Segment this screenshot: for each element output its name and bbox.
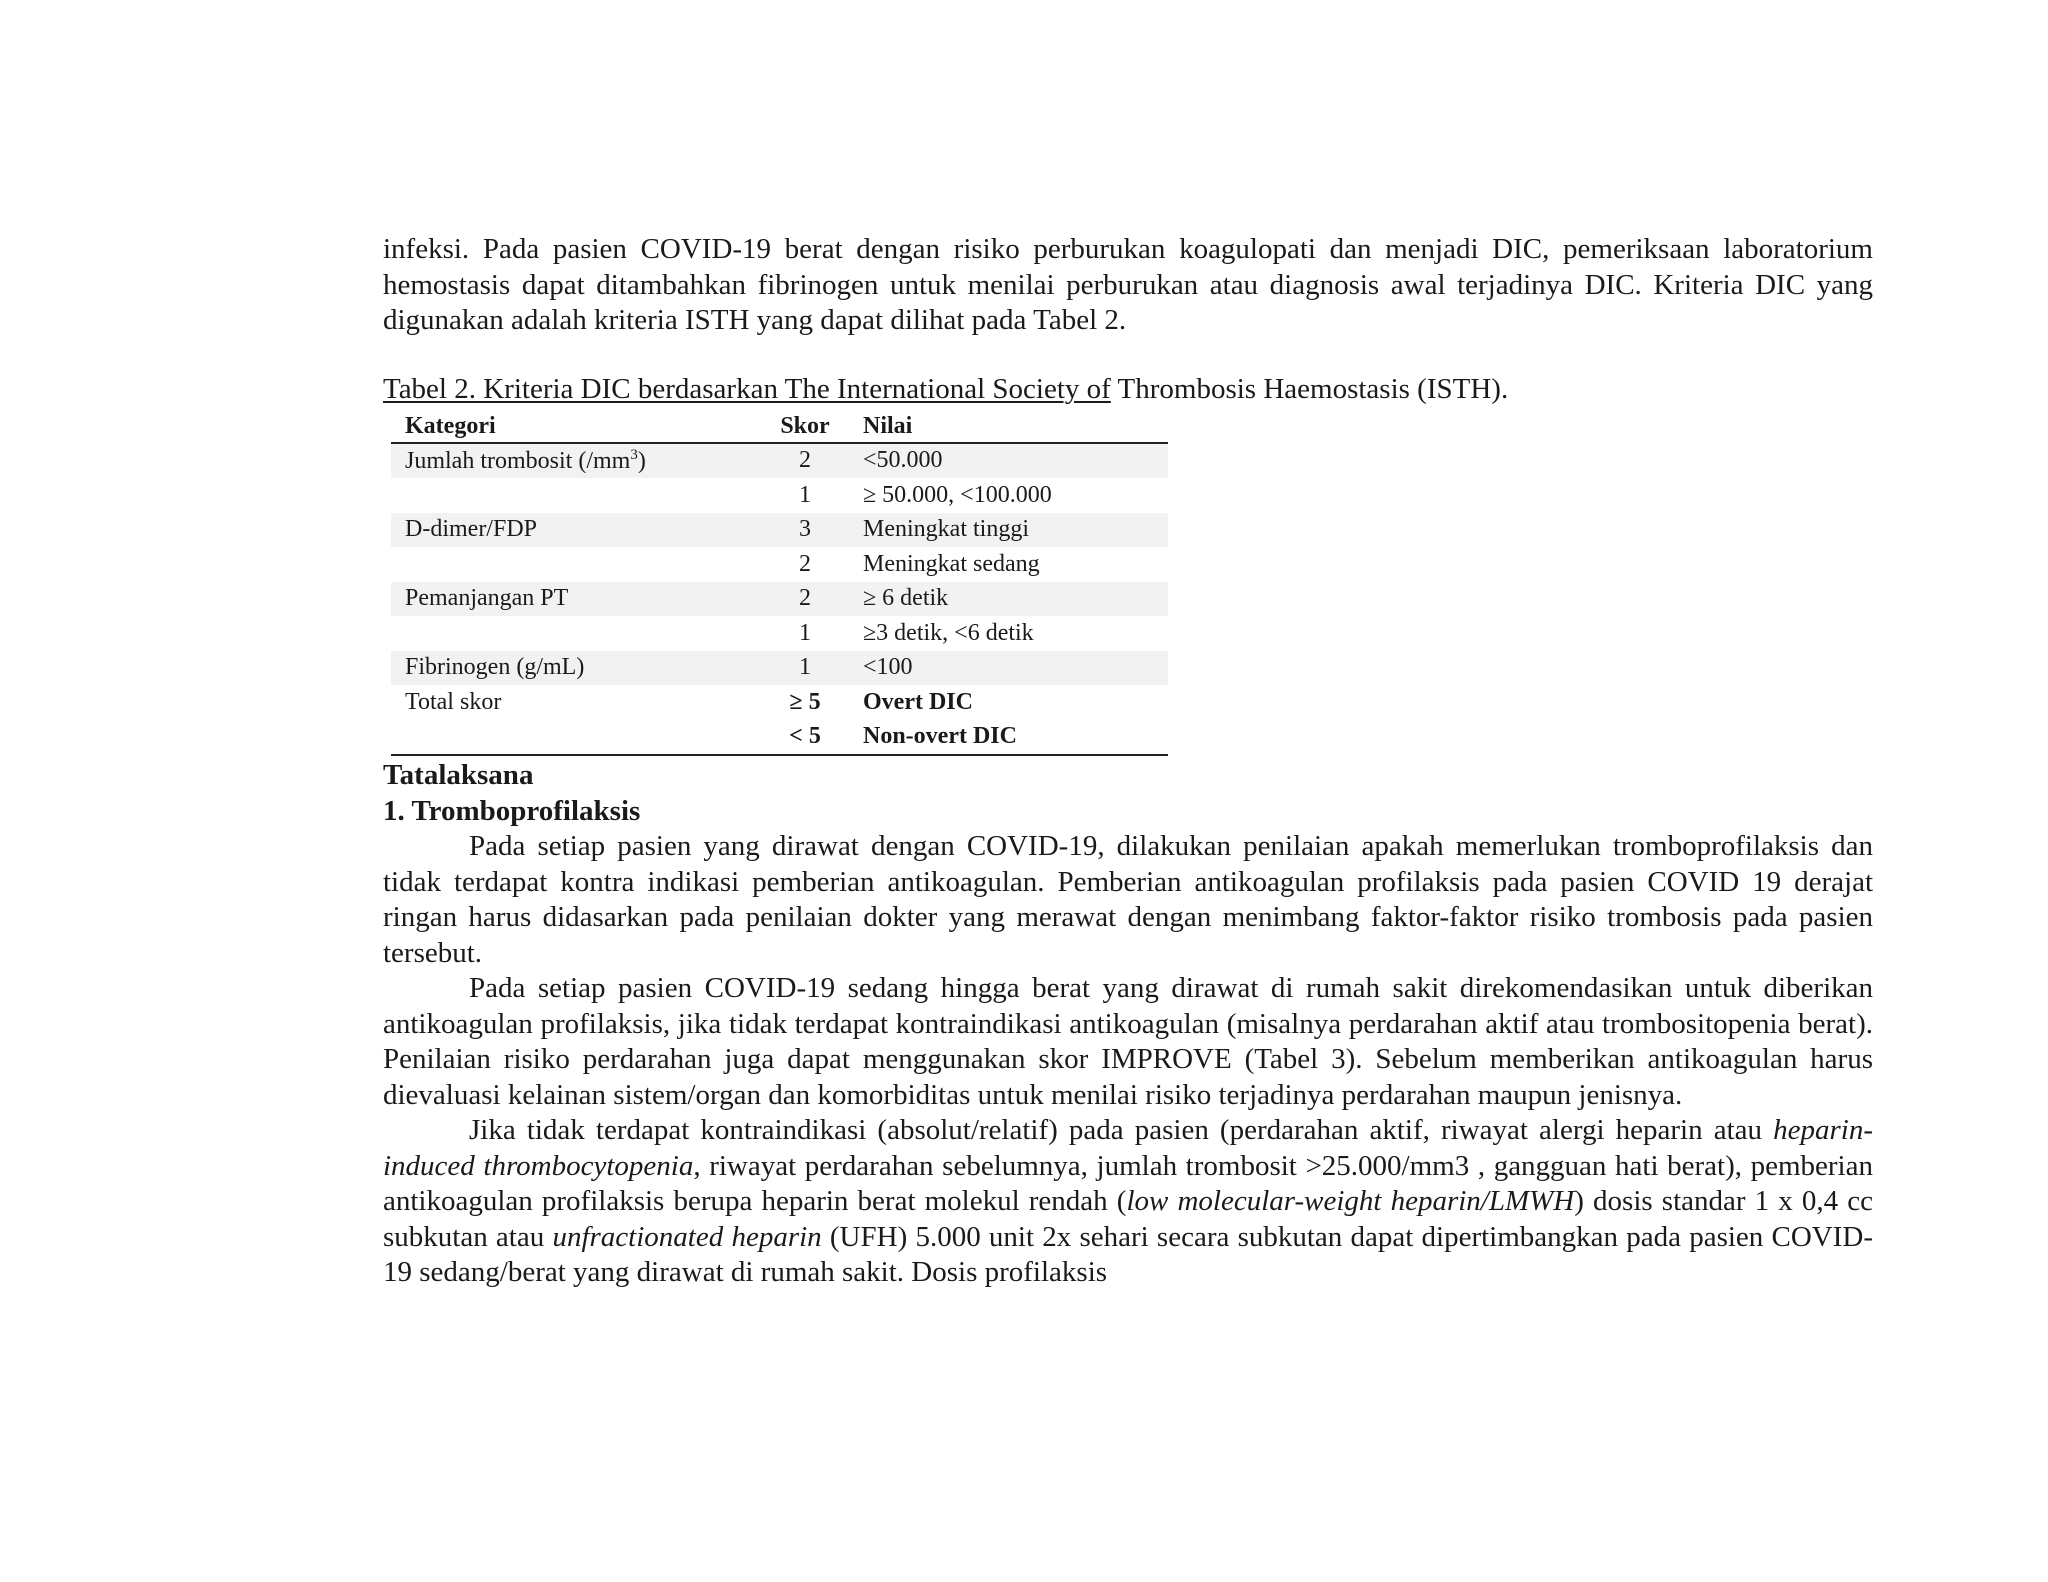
row-skor: ≥ 5 bbox=[789, 688, 821, 715]
table-row bbox=[391, 513, 1168, 548]
table-row bbox=[391, 616, 1168, 651]
paragraph-3 bbox=[383, 1113, 1873, 1291]
italic-term: unfractionated heparin bbox=[552, 1220, 822, 1253]
row-skor: 1 bbox=[799, 481, 811, 508]
row-nilai: ≥ 6 detik bbox=[831, 582, 1168, 617]
row-kategori bbox=[391, 720, 779, 756]
row-kategori: Pemanjangan PT bbox=[391, 582, 779, 617]
header-kategori: Kategori bbox=[391, 407, 779, 443]
superscript: 3 bbox=[630, 446, 638, 463]
row-nilai: <50.000 bbox=[831, 443, 1168, 479]
table-row bbox=[391, 651, 1168, 686]
table-caption-rest: Thrombosis Haemostasis (ISTH). bbox=[1110, 372, 1509, 405]
document-page bbox=[383, 232, 1873, 1291]
row-skor: 1 bbox=[779, 651, 831, 686]
table-row bbox=[391, 720, 1168, 756]
italic-term: low molecular-weight heparin/LMWH bbox=[1126, 1185, 1575, 1217]
table-row bbox=[391, 547, 1168, 582]
row-nilai: Overt DIC bbox=[863, 688, 973, 715]
header-nilai: Nilai bbox=[831, 407, 1168, 443]
table-row bbox=[391, 443, 1168, 479]
row-nilai: Meningkat tinggi bbox=[831, 513, 1168, 548]
cell-text: ) bbox=[637, 447, 646, 474]
row-kategori: Total skor bbox=[405, 688, 502, 715]
intro-paragraph: infeksi. Pada pasien COVID-19 berat dengan risiko perburukan koagulopati dan menjadi DIC, pemeriksaan laboratorium hemostasis dapat ditambahkan fibrinogen untuk menilai perburukan atau diagnosis awal terjadinya DIC. Kriteria DIC yang digunakan adalah kriteria ISTH yang dapat dilihat pada Tabel 2. bbox=[383, 233, 1873, 336]
row-nilai: <100 bbox=[831, 651, 1168, 686]
row-kategori: D-dimer/FDP bbox=[391, 513, 779, 548]
row-skor: 1 bbox=[799, 619, 811, 646]
row-skor: 2 bbox=[799, 550, 811, 577]
table-row bbox=[391, 685, 1168, 720]
table-caption bbox=[383, 372, 1873, 407]
table-header-row bbox=[391, 407, 1168, 443]
header-skor: Skor bbox=[779, 407, 831, 443]
paragraph-3-text: ) dosis standar 1 x 0,4 cc subkutan atau bbox=[383, 1185, 1873, 1253]
row-kategori bbox=[391, 478, 779, 513]
row-nilai: Meningkat sedang bbox=[863, 550, 1040, 577]
row-skor: 2 bbox=[779, 443, 831, 479]
table-row bbox=[391, 582, 1168, 617]
row-nilai: ≥3 detik, <6 detik bbox=[863, 619, 1034, 646]
paragraph-3-text: , riwayat perdarahan sebelumnya, jumlah trombosit >25.000/mm3 , gangguan hati berat), pemberian antikoagulan profilaksis berupa heparin berat molekul rendah ( bbox=[383, 1149, 1873, 1217]
italic-term: heparin-induced thrombocytopenia bbox=[383, 1114, 1873, 1182]
table-caption-underlined: Tabel 2. Kriteria DIC berdasarkan The International Society of bbox=[383, 372, 1111, 405]
row-kategori: Fibrinogen (g/mL) bbox=[391, 651, 779, 686]
table-row bbox=[391, 478, 1168, 513]
dic-criteria-table bbox=[391, 407, 1168, 757]
row-nilai: Non-overt DIC bbox=[831, 720, 1168, 756]
row-nilai: ≥ 50.000, <100.000 bbox=[863, 481, 1052, 508]
row-kategori bbox=[391, 616, 779, 651]
paragraph-2: Pada setiap pasien COVID-19 sedang hingga berat yang dirawat di rumah sakit direkomendasikan untuk diberikan antikoagulan profilaksis, jika tidak terdapat kontraindikasi antikoagulan (misalnya perdarahan aktif atau trombositopenia berat). Penilaian risiko perdarahan juga dapat menggunakan skor IMPROVE (Tabel 3). Sebelum memberikan antikoagulan harus dievaluasi kelainan sistem/organ dan komorbiditas untuk menilai risiko terjadinya perdarahan maupun jenisnya. bbox=[383, 972, 1873, 1111]
row-kategori bbox=[391, 443, 779, 479]
row-skor: 2 bbox=[779, 582, 831, 617]
cell-text: Jumlah trombosit (/mm bbox=[405, 447, 631, 474]
paragraph-1: Pada setiap pasien yang dirawat dengan COVID-19, dilakukan penilaian apakah memerlukan tromboprofilaksis dan tidak terdapat kontra indikasi pemberian antikoagulan. Pemberian antikoagulan profilaksis pada pasien COVID 19 derajat ringan harus didasarkan pada penilaian dokter yang merawat dengan menimbang faktor-faktor risiko trombosis pada pasien tersebut. bbox=[383, 830, 1873, 969]
row-skor: < 5 bbox=[779, 720, 831, 756]
paragraph-3-text: Jika tidak terdapat kontraindikasi (absolut/relatif) pada pasien (perdarahan aktif, riwayat alergi heparin atau bbox=[469, 1114, 1774, 1146]
section-heading: Tatalaksana bbox=[383, 759, 534, 791]
row-skor: 3 bbox=[779, 513, 831, 548]
paragraph-3-text: (UFH) 5.000 unit 2x sehari secara subkutan dapat dipertimbangkan pada pasien COVID-19 sedang/berat yang dirawat di rumah sakit. Dosis profilaksis bbox=[383, 1220, 1874, 1288]
subsection-heading: 1. Tromboprofilaksis bbox=[383, 794, 641, 827]
row-kategori bbox=[391, 547, 779, 582]
